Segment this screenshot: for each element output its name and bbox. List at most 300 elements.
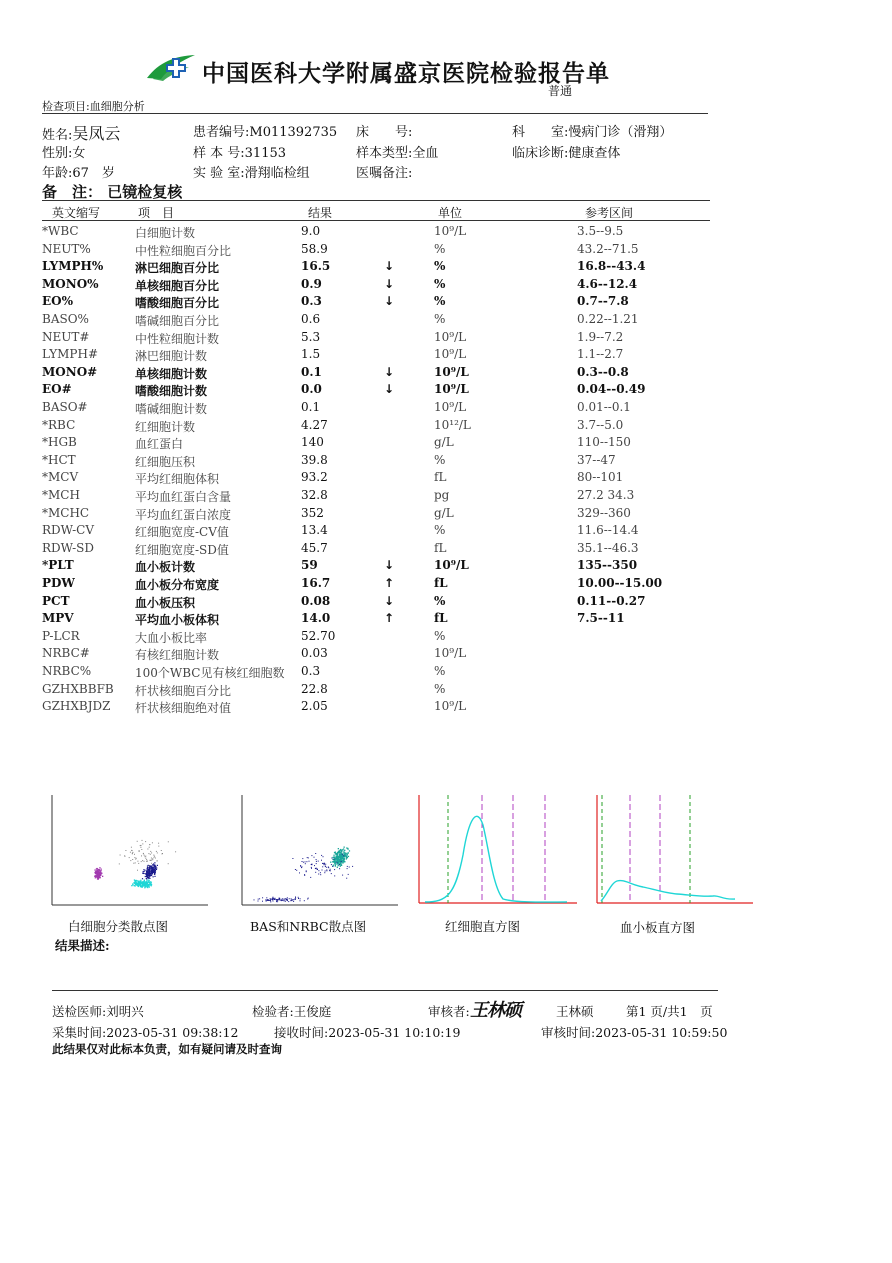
scatter-point bbox=[146, 885, 147, 886]
scatter-point bbox=[309, 861, 310, 862]
scatter-point bbox=[335, 865, 336, 866]
cell-unit: 10⁹/L bbox=[434, 382, 469, 397]
scatter-point bbox=[332, 866, 333, 867]
scatter-point bbox=[344, 852, 345, 853]
scatter-point bbox=[139, 851, 140, 852]
scatter-point bbox=[270, 900, 271, 901]
scatter-point bbox=[270, 898, 271, 899]
scatter-point bbox=[144, 861, 145, 862]
cell-unit: fL bbox=[434, 540, 447, 555]
cell-abbr: P-LCR bbox=[42, 628, 80, 643]
scatter-point bbox=[341, 861, 342, 862]
scatter-point bbox=[348, 874, 349, 875]
scatter-point bbox=[299, 872, 300, 873]
scatter-point bbox=[346, 858, 347, 859]
scatter-point bbox=[157, 860, 158, 861]
cell-unit: fL bbox=[434, 470, 447, 485]
cell-unit: g/L bbox=[434, 505, 454, 520]
scatter-point bbox=[308, 898, 309, 899]
scatter-point bbox=[330, 869, 331, 870]
table-row bbox=[0, 558, 892, 576]
cell-name: 血小板计数 bbox=[135, 560, 196, 575]
scatter-point bbox=[153, 876, 154, 877]
scatter-point bbox=[325, 864, 326, 865]
cell-unit: 10⁹/L bbox=[434, 699, 467, 714]
cell-abbr: GZHXBJDZ bbox=[42, 699, 111, 714]
scatter-point bbox=[273, 897, 274, 898]
cell-ref: 11.6--14.4 bbox=[577, 523, 639, 538]
scatter-point bbox=[282, 898, 283, 899]
scatter-point bbox=[315, 872, 316, 873]
cell-result: 0.08 bbox=[301, 593, 331, 608]
scatter-point bbox=[129, 857, 130, 858]
scatter-point bbox=[349, 867, 350, 868]
cell-abbr: *RBC bbox=[42, 417, 76, 432]
cell-abbr: RDW-CV bbox=[42, 523, 95, 538]
scatter-point bbox=[141, 849, 142, 850]
order-note-field bbox=[356, 162, 412, 181]
scatter-point bbox=[141, 855, 142, 856]
scatter-point bbox=[101, 869, 102, 870]
scatter-point bbox=[148, 884, 149, 885]
scatter-point bbox=[300, 900, 301, 901]
cell-ref: 1.9--7.2 bbox=[577, 329, 624, 344]
rbc-caption: 红细胞直方图 bbox=[445, 919, 521, 934]
scatter-point bbox=[340, 858, 341, 859]
scatter-point bbox=[136, 882, 137, 883]
scatter-point bbox=[153, 871, 154, 872]
cell-ref: 0.3--0.8 bbox=[577, 364, 629, 379]
cell-abbr: *PLT bbox=[42, 558, 74, 573]
scatter-point bbox=[100, 874, 101, 875]
cell-unit: % bbox=[434, 681, 446, 696]
rbc-histogram bbox=[417, 795, 577, 907]
scatter-point bbox=[336, 862, 337, 863]
scatter-point bbox=[277, 901, 278, 902]
scatter-point bbox=[149, 878, 150, 879]
scatter-point bbox=[302, 858, 303, 859]
cell-abbr: GZHXBBFB bbox=[42, 681, 114, 696]
review-time: 审核时间:2023-05-31 10:59:50 bbox=[541, 1025, 728, 1040]
receive-time: 接收时间:2023-05-31 10:10:19 bbox=[274, 1025, 461, 1040]
scatter-point bbox=[134, 854, 135, 855]
scatter-point bbox=[149, 867, 150, 868]
cell-unit: 10⁹/L bbox=[434, 329, 467, 344]
cell-flag: ↑ bbox=[384, 611, 395, 626]
cell-unit: % bbox=[434, 294, 446, 309]
scatter-point bbox=[154, 865, 155, 866]
scatter-point bbox=[295, 898, 296, 899]
cell-result: 0.0 bbox=[301, 382, 322, 397]
cell-name: 中性粒细胞计数 bbox=[135, 331, 220, 346]
scatter-point bbox=[338, 851, 339, 852]
scatter-point bbox=[293, 901, 294, 902]
scatter-point bbox=[145, 883, 146, 884]
col-header-abbr: 英文缩写 bbox=[52, 206, 101, 220]
col-header-ref: 参考区间 bbox=[585, 206, 634, 220]
scatter-point bbox=[346, 847, 347, 848]
wbc-caption: 白细胞分类散点图 bbox=[68, 919, 169, 934]
col-header-result: 结果 bbox=[308, 206, 333, 220]
cell-unit: % bbox=[434, 593, 446, 608]
cell-unit: 10⁹/L bbox=[434, 646, 467, 661]
scatter-point bbox=[323, 863, 324, 864]
exam-item: 检查项目:血细胞分析 bbox=[42, 100, 145, 113]
scatter-point bbox=[145, 856, 146, 857]
scatter-point bbox=[134, 857, 135, 858]
sex-label: 性别: bbox=[42, 146, 73, 161]
scatter-point bbox=[149, 872, 150, 873]
scatter-point bbox=[338, 865, 339, 866]
scatter-point bbox=[338, 852, 339, 853]
scatter-point bbox=[119, 863, 120, 864]
scatter-point bbox=[341, 864, 342, 865]
wbc-scatter-plot bbox=[50, 795, 208, 907]
scatter-point bbox=[158, 846, 159, 847]
scatter-point bbox=[343, 851, 344, 852]
cell-abbr: BASO# bbox=[42, 400, 88, 414]
scatter-point bbox=[150, 851, 151, 852]
histogram-curve bbox=[425, 816, 567, 902]
cell-unit: fL bbox=[434, 611, 448, 626]
scatter-point bbox=[133, 882, 134, 883]
scatter-point bbox=[285, 901, 286, 902]
scatter-point bbox=[150, 873, 151, 874]
scatter-point bbox=[304, 900, 305, 901]
scatter-point bbox=[142, 878, 143, 879]
scatter-point bbox=[314, 865, 315, 866]
scatter-point bbox=[151, 863, 152, 864]
scatter-point bbox=[335, 862, 336, 863]
scatter-point bbox=[95, 873, 96, 874]
cell-name: 嗜碱细胞计数 bbox=[135, 402, 208, 416]
scatter-point bbox=[292, 899, 293, 900]
tester: 检验者:王俊庭 bbox=[252, 1004, 332, 1019]
scatter-point bbox=[152, 868, 153, 869]
table-row bbox=[0, 382, 892, 400]
scatter-point bbox=[289, 898, 290, 899]
scatter-point bbox=[154, 862, 155, 863]
scatter-point bbox=[338, 848, 339, 849]
cell-result: 0.1 bbox=[301, 400, 321, 414]
scatter-point bbox=[138, 880, 139, 881]
reviewer-signature: 王林硕 bbox=[470, 1000, 521, 1021]
scatter-point bbox=[279, 898, 280, 899]
scatter-point bbox=[149, 874, 150, 875]
cell-name: 血红蛋白 bbox=[135, 437, 184, 452]
scatter-point bbox=[146, 870, 147, 871]
scatter-point bbox=[339, 864, 340, 865]
cell-name: 单核细胞百分比 bbox=[135, 278, 220, 293]
cell-ref: 4.6--12.4 bbox=[577, 276, 638, 291]
scatter-point bbox=[144, 880, 145, 881]
scatter-point bbox=[258, 899, 259, 900]
cell-unit: % bbox=[434, 664, 446, 678]
scatter-point bbox=[311, 867, 312, 868]
remark: 备 注： 已镜检复核 bbox=[42, 183, 183, 201]
scatter-point bbox=[338, 859, 339, 860]
scatter-point bbox=[343, 848, 344, 849]
scatter-point bbox=[147, 870, 148, 871]
scatter-point bbox=[146, 861, 147, 862]
scatter-point bbox=[137, 841, 138, 842]
cell-abbr: *MCHC bbox=[42, 505, 90, 520]
scatter-point bbox=[347, 866, 348, 867]
cell-name: 中性粒细胞百分比 bbox=[135, 243, 232, 258]
scatter-point bbox=[132, 883, 133, 884]
scatter-point bbox=[287, 900, 288, 901]
scatter-point bbox=[146, 859, 147, 860]
scatter-point bbox=[142, 873, 143, 874]
cell-result: 0.6 bbox=[301, 312, 321, 326]
col-header-name: 项 目 bbox=[138, 206, 175, 220]
scatter-point bbox=[316, 863, 317, 864]
scatter-point bbox=[329, 870, 330, 871]
patient-name-label: 姓名: bbox=[42, 128, 73, 143]
scatter-point bbox=[145, 885, 146, 886]
scatter-point bbox=[145, 882, 146, 883]
header-divider bbox=[42, 113, 708, 114]
scatter-point bbox=[322, 866, 323, 867]
scatter-point bbox=[346, 878, 347, 879]
cell-result: 93.2 bbox=[301, 470, 328, 485]
cell-ref: 0.04--0.49 bbox=[577, 382, 646, 397]
cell-abbr: PDW bbox=[42, 576, 75, 590]
cell-result: 32.8 bbox=[301, 488, 328, 502]
scatter-point bbox=[131, 850, 132, 851]
dept-label: 科 室: bbox=[512, 125, 569, 140]
sample-type-field bbox=[356, 142, 438, 161]
scatter-point bbox=[349, 850, 350, 851]
scatter-point bbox=[266, 897, 267, 898]
cell-abbr: NEUT% bbox=[42, 241, 91, 256]
scatter-point bbox=[334, 875, 335, 876]
cell-unit: g/L bbox=[434, 435, 454, 450]
cell-abbr: *MCH bbox=[42, 488, 80, 502]
cell-ref: 3.7--5.0 bbox=[577, 417, 624, 432]
cell-unit: 10⁹/L bbox=[434, 364, 469, 379]
scatter-point bbox=[97, 871, 98, 872]
scatter-point bbox=[336, 856, 337, 857]
dept-value: 慢病门诊（滑翔） bbox=[568, 125, 673, 140]
scatter-point bbox=[321, 855, 322, 856]
table-row bbox=[0, 365, 892, 383]
scatter-point bbox=[146, 875, 147, 876]
scatter-point bbox=[162, 853, 163, 854]
cell-result: 9.0 bbox=[301, 224, 321, 238]
scatter-point bbox=[151, 858, 152, 859]
scatter-point bbox=[262, 901, 263, 902]
cell-name: 杆状核细胞绝对值 bbox=[135, 701, 232, 716]
scatter-point bbox=[281, 899, 282, 900]
cell-abbr: NRBC# bbox=[42, 646, 90, 661]
scatter-point bbox=[318, 874, 319, 875]
disclaimer-notice: 此结果仅对此标本负责，如有疑问请及时查询 bbox=[52, 1042, 282, 1056]
cell-name: 红细胞计数 bbox=[135, 419, 196, 434]
dept-field bbox=[512, 121, 672, 140]
scatter-point bbox=[98, 878, 99, 879]
cell-name: 平均红细胞体积 bbox=[135, 472, 220, 487]
scatter-point bbox=[336, 863, 337, 864]
scatter-point bbox=[277, 899, 278, 900]
scatter-point bbox=[326, 869, 327, 870]
report-type: 普通 bbox=[548, 84, 573, 98]
scatter-point bbox=[345, 854, 346, 855]
cell-abbr: MONO# bbox=[42, 364, 98, 379]
scatter-point bbox=[156, 867, 157, 868]
scatter-point bbox=[295, 897, 296, 898]
scatter-point bbox=[147, 887, 148, 888]
cell-unit: % bbox=[434, 259, 446, 274]
bed-field bbox=[356, 121, 412, 140]
diagnosis-label: 临床诊断: bbox=[512, 146, 569, 161]
scatter-point bbox=[135, 884, 136, 885]
plt-histogram bbox=[595, 795, 753, 907]
scatter-point bbox=[334, 859, 335, 860]
cell-result: 352 bbox=[301, 505, 324, 520]
scatter-point bbox=[141, 886, 142, 887]
cell-flag: ↑ bbox=[384, 576, 395, 590]
cell-flag: ↓ bbox=[384, 259, 395, 274]
cell-ref: 110--150 bbox=[577, 435, 631, 450]
cell-unit: 10⁹/L bbox=[434, 400, 467, 414]
cell-ref: 80--101 bbox=[577, 470, 624, 485]
cell-result: 39.8 bbox=[301, 452, 328, 467]
scatter-point bbox=[157, 865, 158, 866]
scatter-point bbox=[132, 859, 133, 860]
cell-unit: 10⁹/L bbox=[434, 224, 467, 238]
scatter-point bbox=[144, 871, 145, 872]
table-row bbox=[0, 541, 892, 559]
sex-field bbox=[42, 142, 85, 161]
scatter-point bbox=[139, 884, 140, 885]
table-row bbox=[0, 682, 892, 700]
scatter-point bbox=[305, 861, 306, 862]
cell-unit: pg bbox=[434, 488, 450, 502]
scatter-point bbox=[156, 851, 157, 852]
scatter-point bbox=[142, 884, 143, 885]
table-row bbox=[0, 523, 892, 541]
scatter-point bbox=[150, 884, 151, 885]
cell-result: 16.5 bbox=[301, 259, 331, 274]
age-field bbox=[42, 162, 115, 181]
scatter-point bbox=[344, 847, 345, 848]
table-row bbox=[0, 294, 892, 312]
scatter-point bbox=[342, 875, 343, 876]
scatter-point bbox=[286, 899, 287, 900]
scatter-point bbox=[95, 876, 96, 877]
scatter-point bbox=[143, 853, 144, 854]
scatter-point bbox=[333, 857, 334, 858]
sample-type-value: 全血 bbox=[412, 146, 439, 161]
diagnosis-value: 健康查体 bbox=[568, 146, 621, 161]
scatter-point bbox=[100, 872, 101, 873]
table-row bbox=[0, 594, 892, 612]
scatter-point bbox=[284, 900, 285, 901]
scatter-point bbox=[344, 858, 345, 859]
scatter-point bbox=[140, 847, 141, 848]
reviewer-name: 王林硕 bbox=[556, 1004, 594, 1019]
patient-name-field bbox=[42, 121, 120, 144]
cell-abbr: PCT bbox=[42, 593, 70, 608]
scatter-point bbox=[337, 854, 338, 855]
scatter-point bbox=[311, 864, 312, 865]
scatter-point bbox=[125, 850, 126, 851]
scatter-point bbox=[347, 868, 348, 869]
scatter-point bbox=[270, 901, 271, 902]
scatter-point bbox=[134, 885, 135, 886]
scatter-point bbox=[268, 900, 269, 901]
table-row bbox=[0, 418, 892, 436]
scatter-point bbox=[341, 851, 342, 852]
scatter-point bbox=[335, 860, 336, 861]
cell-unit: 10⁹/L bbox=[434, 558, 469, 573]
scatter-point bbox=[326, 867, 327, 868]
scatter-point bbox=[132, 853, 133, 854]
cell-result: 59 bbox=[301, 558, 318, 573]
scatter-point bbox=[148, 878, 149, 879]
scatter-point bbox=[139, 850, 140, 851]
scatter-point bbox=[148, 875, 149, 876]
scatter-point bbox=[325, 866, 326, 867]
scatter-point bbox=[155, 858, 156, 859]
cell-result: 14.0 bbox=[301, 611, 331, 626]
scatter-point bbox=[140, 886, 141, 887]
cell-name: 血小板分布宽度 bbox=[135, 578, 220, 592]
cell-result: 0.1 bbox=[301, 364, 322, 379]
cell-ref: 16.8--43.4 bbox=[577, 259, 646, 274]
scatter-point bbox=[154, 876, 155, 877]
hospital-title: 中国医科大学附属盛京医院检验报告单 bbox=[202, 61, 610, 87]
scatter-point bbox=[143, 869, 144, 870]
scatter-point bbox=[145, 876, 146, 877]
scatter-point bbox=[347, 849, 348, 850]
scatter-point bbox=[152, 871, 153, 872]
scatter-point bbox=[291, 898, 292, 899]
cell-abbr: EO# bbox=[42, 382, 72, 397]
table-row bbox=[0, 330, 892, 348]
cell-name: 100个WBC见有核红细胞数 bbox=[135, 666, 285, 680]
scatter-point bbox=[154, 857, 155, 858]
scatter-point bbox=[144, 855, 145, 856]
cell-name: 杆状核细胞百分比 bbox=[135, 683, 232, 698]
lab-value: 滑翔临检组 bbox=[244, 166, 310, 181]
table-row bbox=[0, 488, 892, 506]
patient-name: 吴凤云 bbox=[72, 124, 121, 143]
cell-ref: 27.2 34.3 bbox=[577, 488, 635, 502]
sample-no-value: 31153 bbox=[244, 146, 287, 161]
scatter-point bbox=[320, 874, 321, 875]
scatter-point bbox=[272, 898, 273, 899]
scatter-point bbox=[147, 866, 148, 867]
scatter-point bbox=[298, 898, 299, 899]
col-header-unit: 单位 bbox=[438, 206, 463, 220]
scatter-point bbox=[152, 859, 153, 860]
cell-abbr: NRBC% bbox=[42, 664, 92, 678]
lab-field bbox=[193, 162, 310, 181]
scatter-point bbox=[298, 897, 299, 898]
scatter-point bbox=[342, 860, 343, 861]
scatter-point bbox=[311, 868, 312, 869]
cell-abbr: BASO% bbox=[42, 312, 89, 326]
cell-ref: 0.11--0.27 bbox=[577, 593, 646, 608]
scatter-point bbox=[149, 880, 150, 881]
age-value: 67 岁 bbox=[72, 166, 115, 181]
scatter-point bbox=[275, 899, 276, 900]
scatter-point bbox=[142, 843, 143, 844]
scatter-point bbox=[322, 863, 323, 864]
scatter-point bbox=[288, 901, 289, 902]
